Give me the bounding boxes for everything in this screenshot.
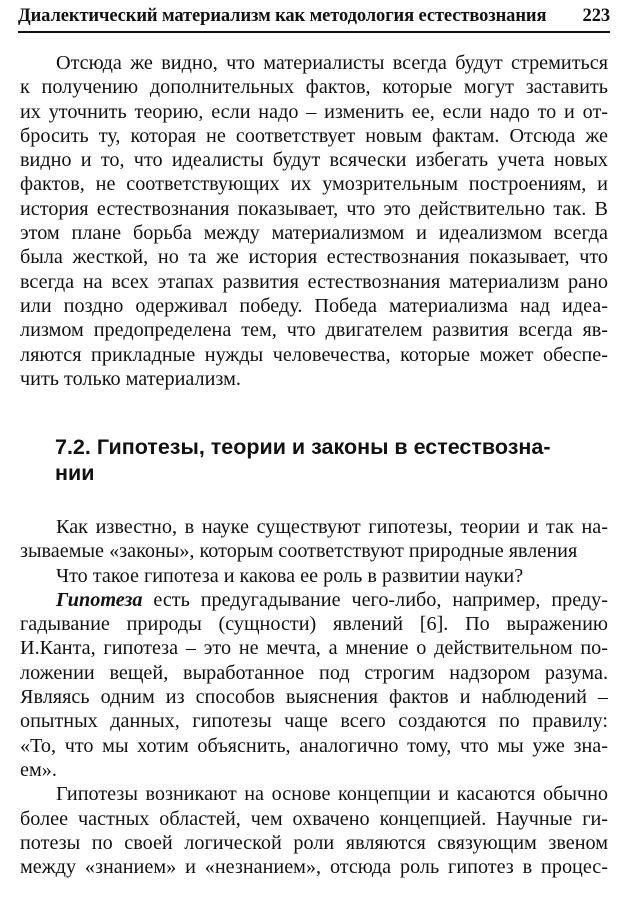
header-rule	[18, 31, 610, 33]
text-line: была жесткой, но та же история естествознания показывает, что	[20, 246, 608, 269]
text-line: их уточнить теорию, если надо – изменить ее, если надо то и от-	[20, 100, 608, 123]
text-line: Гипотезы возникают на основе концепции и касаются обычно	[56, 783, 608, 806]
text-line: ем».	[20, 758, 57, 781]
text-line: И.Канта, гипотеза – это не мечта, а мнение о действительном по-	[20, 637, 608, 660]
text-fragment: есть предугадывание чего-либо, например, преду-	[142, 588, 608, 611]
text-line: зываемые «законы», которым соответствуют природные явления	[20, 540, 578, 563]
text-line: этом плане борьба между материализмом и идеализмом всегда	[20, 222, 608, 245]
section-body	[20, 515, 608, 879]
text-line: между «знанием» и «незнанием», отсюда роль гипотез в процес-	[20, 856, 608, 879]
text-line: к получению дополнительных фактов, которые могут заставить	[20, 76, 608, 99]
text-line: потезы по своей логической роли являются связующим звеном	[20, 831, 608, 854]
text-line: Как известно, в науке существуют гипотезы, теории и так на-	[56, 516, 608, 538]
running-header	[18, 4, 610, 28]
text-line: лизмом предопределена тем, что двигателем развития всегда яв-	[20, 319, 608, 342]
text-line: видно и то, что идеалисты будут всячески избегать учета новых	[20, 149, 608, 172]
section-heading-line: нии	[55, 461, 95, 485]
text-line: бросить ту, которая не соответствует новым фактам. Отсюда же	[20, 124, 608, 147]
text-line: чить только материализм.	[20, 367, 241, 390]
text-line: Что такое гипотеза и какова ее роль в развитии науки?	[56, 564, 524, 587]
text-line: история естествознания показывает, что это действительно так. В	[20, 197, 608, 220]
text-line: Являясь одним из способов выяснения фактов и наблюдений –	[20, 686, 608, 709]
text-line: «То, что мы хотим объяснить, аналогично тому, что мы уже зна-	[20, 734, 608, 757]
text-line: гадывание природы (сущности) явлений [6]. По выражению	[20, 613, 608, 636]
page-number: 223	[582, 6, 610, 26]
text-line: ляются прикладные нужды человечества, которые может обеспе-	[20, 343, 608, 366]
text-line: фактов, не соответствующих их умозрительным построениям, и	[20, 173, 608, 196]
text-line: или поздно одерживал победу. Победа материализма над идеа-	[20, 294, 608, 317]
text-line: опытных данных, гипотезы чаще всего создаются по правилу:	[20, 710, 608, 733]
paragraph-materialism	[20, 51, 608, 391]
hypothesis-term: Гипотеза	[56, 588, 143, 611]
text-line: ложении вещей, выработанное под строгим надзором разума.	[20, 661, 608, 684]
text-line: всегда на всех этапах развития естествознания материализм рано	[20, 270, 608, 293]
running-header-title: Диалектический материализм как методология естествознания	[18, 6, 547, 26]
text-line	[20, 588, 608, 612]
section-heading	[55, 434, 610, 486]
text-line: Отсюда же видно, что материалисты всегда будут стремиться	[56, 52, 608, 74]
section-heading-line: 7.2. Гипотезы, теории и законы в естествозна-	[55, 435, 551, 459]
text-line: более частных областей, чем охвачено концепцией. Научные ги-	[20, 807, 608, 830]
